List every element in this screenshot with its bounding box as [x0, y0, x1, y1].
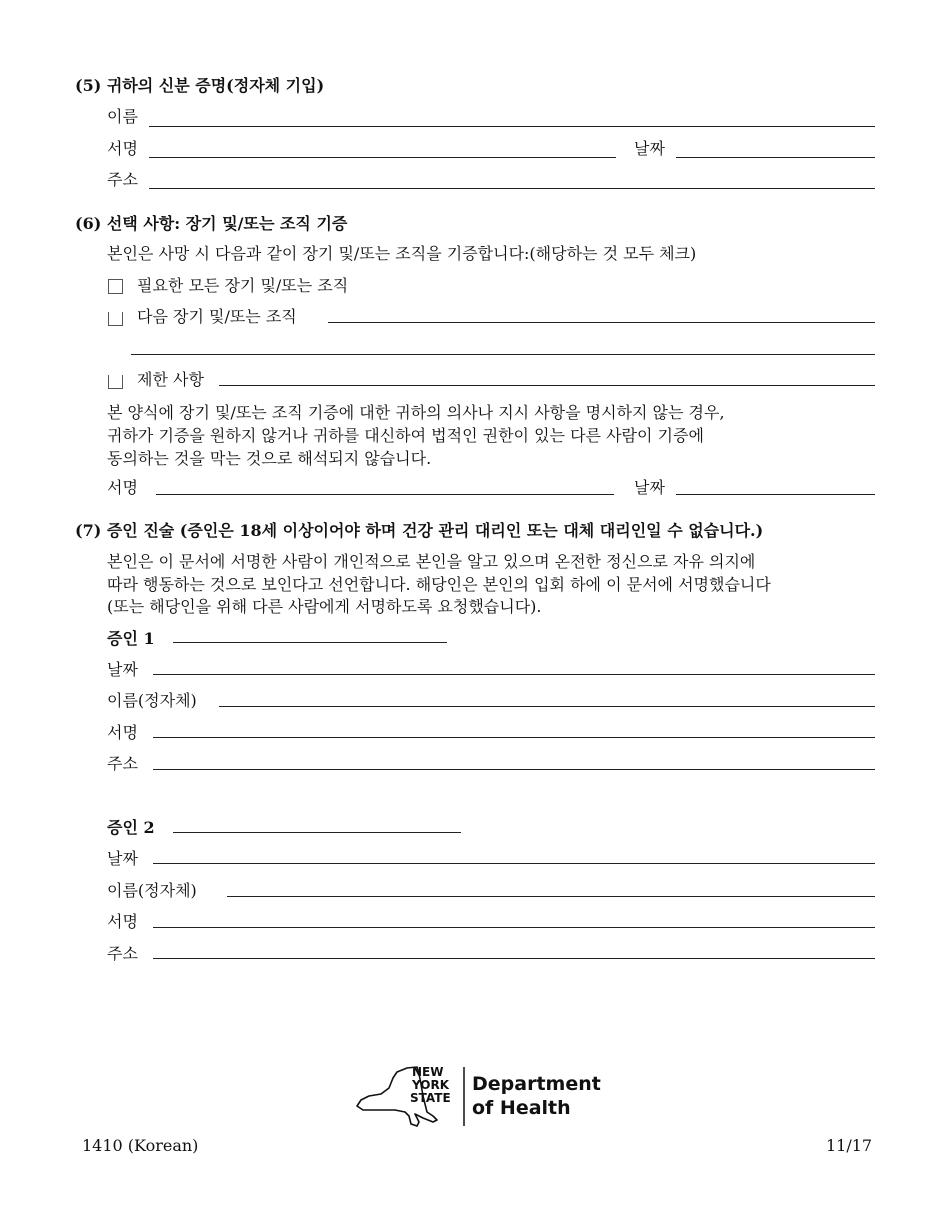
checkbox-following-organs[interactable]	[108, 312, 123, 326]
witness2-name-label: 이름(정자체)	[107, 881, 197, 900]
witness2-address-label: 주소	[107, 944, 138, 963]
section6-signature-label: 서명	[107, 478, 138, 497]
section5-name-field[interactable]	[149, 126, 875, 127]
section5-signature-field[interactable]	[149, 157, 616, 158]
logo-state-line1: NEW	[412, 1065, 444, 1079]
logo-dept-line2: of Health	[472, 1097, 571, 1119]
witness2-date-label: 날짜	[107, 849, 138, 868]
section7-para-line3: (또는 해당인을 위해 다른 사람에게 서명하도록 요청했습니다).	[107, 597, 542, 616]
section6-heading: (6) 선택 사항: 장기 및/또는 조직 기증	[75, 214, 348, 233]
section5-name-label: 이름	[107, 107, 138, 126]
section7-para-line2: 따라 행동하는 것으로 보인다고 선언합니다. 해당인은 본인의 입회 하에 이 문서에 서명했습니다	[107, 575, 771, 594]
witness2-address-field[interactable]	[153, 958, 875, 959]
section5-address-label: 주소	[107, 170, 138, 189]
option-following-organs-label: 다음 장기 및/또는 조직	[137, 307, 297, 326]
nys-doh-logo	[355, 1064, 600, 1130]
option-all-organs-label: 필요한 모든 장기 및/또는 조직	[137, 276, 349, 295]
section6-date-label: 날짜	[634, 478, 665, 497]
witness1-address-label: 주소	[107, 754, 138, 773]
following-organs-field-line2[interactable]	[131, 354, 875, 355]
revision-date: 11/17	[826, 1136, 873, 1155]
section5-date-label: 날짜	[634, 139, 665, 158]
section6-note-line2: 귀하가 기증을 원하지 않거나 귀하를 대신하여 법적인 권한이 있는 다른 사람이 기증에	[107, 426, 704, 445]
witness2-signature-label: 서명	[107, 912, 138, 931]
section6-intro: 본인은 사망 시 다음과 같이 장기 및/또는 조직을 기증합니다:(해당하는 것 모두 체크)	[107, 244, 697, 263]
witness2-date-field[interactable]	[153, 863, 875, 864]
logo-state-line2: YORK	[412, 1078, 450, 1092]
witness1-name-label: 이름(정자체)	[107, 691, 197, 710]
section5-signature-label: 서명	[107, 139, 138, 158]
checkbox-limitations[interactable]	[108, 375, 123, 389]
section6-note-line3: 동의하는 것을 막는 것으로 해석되지 않습니다.	[107, 449, 432, 468]
section5-address-field[interactable]	[149, 188, 875, 189]
section7-heading: (7) 증인 진술 (증인은 18세 이상이어야 하며 건강 관리 대리인 또는 대체 대리인일 수 없습니다.)	[75, 521, 764, 540]
witness2-signature-field[interactable]	[153, 927, 875, 928]
following-organs-field[interactable]	[328, 322, 875, 323]
section6-signature-field[interactable]	[156, 494, 614, 495]
checkbox-all-organs[interactable]	[108, 279, 123, 294]
logo-state-line3: STATE	[410, 1091, 451, 1105]
witness1-signature-field[interactable]	[153, 737, 875, 738]
section6-note-line1: 본 양식에 장기 및/또는 조직 기증에 대한 귀하의 의사나 지시 사항을 명시하지 않는 경우,	[107, 403, 725, 422]
witness1-date-label: 날짜	[107, 660, 138, 679]
witness2-field[interactable]	[173, 832, 461, 833]
section7-para-line1: 본인은 이 문서에 서명한 사람이 개인적으로 본인을 알고 있으며 온전한 정신으로 자유 의지에	[107, 552, 756, 571]
form-number: 1410 (Korean)	[82, 1136, 199, 1155]
section5-date-field[interactable]	[676, 157, 875, 158]
witness2-name-field[interactable]	[227, 896, 875, 897]
witness1-field[interactable]	[173, 642, 447, 643]
witness1-address-field[interactable]	[153, 769, 875, 770]
section5-heading: (5) 귀하의 신분 증명(정자체 기입)	[75, 76, 325, 95]
witness1-date-field[interactable]	[153, 674, 875, 675]
section6-date-field[interactable]	[676, 494, 875, 495]
limitations-field[interactable]	[219, 385, 875, 386]
option-limitations-label: 제한 사항	[137, 370, 204, 389]
witness2-label: 증인 2	[107, 818, 155, 837]
logo-dept-line1: Department	[472, 1073, 601, 1095]
witness1-signature-label: 서명	[107, 723, 138, 742]
witness1-label: 증인 1	[107, 629, 155, 648]
witness1-name-field[interactable]	[219, 706, 875, 707]
